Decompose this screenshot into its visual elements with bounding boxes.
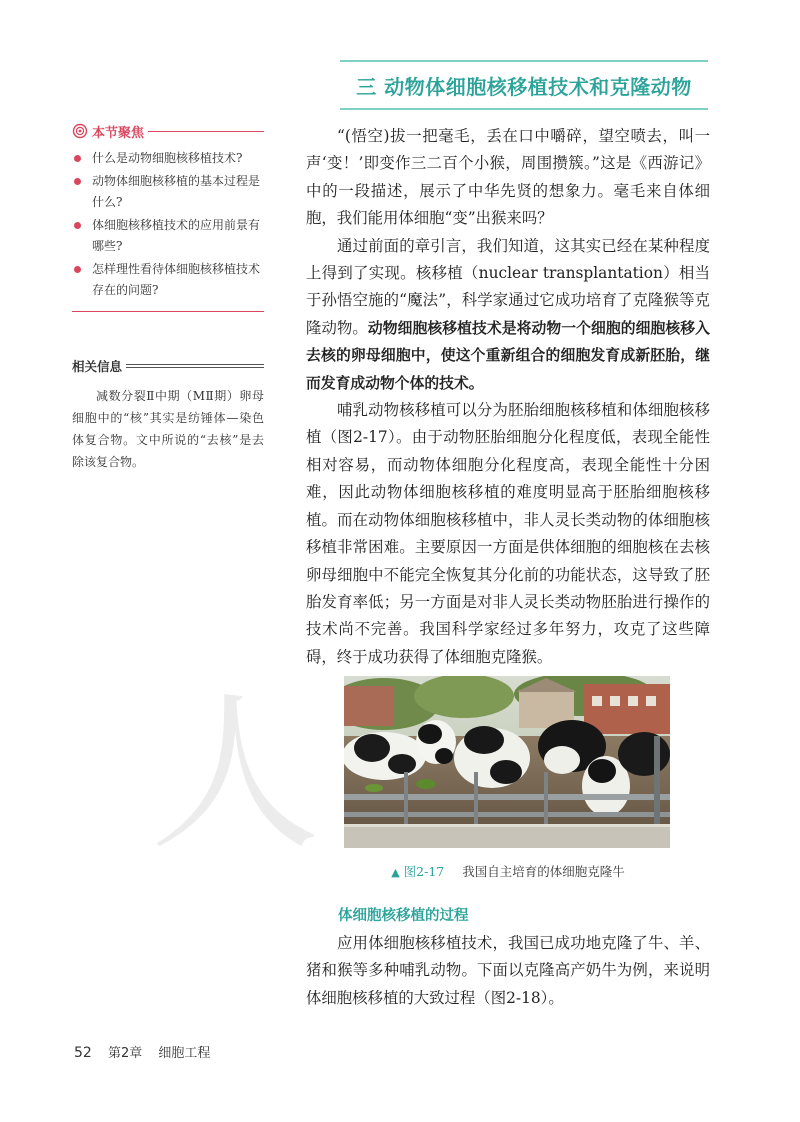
- focus-item: 体细胞核移植技术的应用前景有哪些?: [72, 215, 264, 257]
- main-body: [306, 123, 710, 671]
- subsection-title: 体细胞核移植的过程: [338, 908, 469, 924]
- title-rule-bottom: [340, 108, 708, 110]
- page-footer: [74, 1042, 210, 1061]
- chapter-title: 细胞工程: [158, 1046, 211, 1061]
- focus-item: 动物体细胞核移植的基本过程是什么?: [72, 171, 264, 213]
- subsection-body: [306, 930, 710, 1012]
- info-title: 相关信息: [72, 359, 123, 374]
- info-text: 减数分裂Ⅱ中期（MⅡ期）卵母细胞中的“核”其实是纺锤体—染色体复合物。文中所说的“去核”是去除该复合物。: [72, 389, 264, 469]
- bullet-icon: [74, 178, 81, 185]
- figure-caption: [306, 862, 710, 880]
- section-focus-box: [72, 122, 264, 312]
- section-header: [340, 60, 708, 110]
- chapter-label: 第2章: [107, 1046, 143, 1061]
- definition-bold: 动物细胞核移植技术是将动物一个细胞的细胞核移入去核的卵母细胞中，使这个重新组合的细胞发育成新胚胎，继而发育成动物个体的技术。: [306, 319, 710, 392]
- focus-list: [72, 148, 264, 301]
- figure-number: 图2-17: [403, 864, 445, 879]
- focus-header: [72, 122, 264, 140]
- focus-item: 什么是动物细胞核移植技术?: [72, 148, 264, 169]
- section-title: 三 动物体细胞核移植技术和克隆动物: [356, 75, 692, 99]
- triangle-icon: ▲: [391, 866, 400, 879]
- info-header: [72, 357, 264, 375]
- paragraph-types: 哺乳动物核移植可以分为胚胎细胞核移植和体细胞核移植（图2-17）。由于动物胚胎细胞分化程度低，表现全能性相对容易，而动物体细胞分化程度高，表现全能性十分困难，因此动物体细胞核移植的难度明显高于胚胎细胞核移植。而在动物体细胞核移植中，非人灵长类动物的体细胞核移植非常困难。主要原因一方面是供体细胞的细胞核在去核卵母细胞中不能完全恢复其分化前的功能状态，这导致了胚胎发育率低；另一方面是对非人灵长类动物胚胎进行操作的技术尚不完善。我国科学家经过多年努力，攻克了这些障碍，终于成功获得了体细胞克隆猴。: [306, 401, 710, 666]
- cloned-cattle-photo: [344, 676, 670, 848]
- focus-rule: [148, 131, 264, 132]
- cattle-photo-illustration: [344, 676, 670, 848]
- focus-title: 本节聚焦: [92, 125, 145, 141]
- paragraph-process: 应用体细胞核移植技术，我国已成功地克隆了牛、羊、猪和猴等多种哺乳动物。下面以克隆高产奶牛为例，来说明体细胞核移植的大致过程（图2-18）。: [306, 934, 710, 1007]
- focus-item: 怎样理性看待体细胞核移植技术存在的问题?: [72, 259, 264, 301]
- focus-bottom-rule: [72, 311, 264, 312]
- watermark-character: 人: [150, 676, 321, 874]
- figure-caption-text: 我国自主培育的体细胞克隆牛: [462, 864, 625, 879]
- bullet-icon: [74, 266, 81, 273]
- target-icon: [72, 123, 88, 139]
- bullet-icon: [74, 155, 81, 162]
- paragraph-intro: “(悟空)拔一把毫毛，丢在口中嚼碎，望空喷去，叫一声‘变！’即变作三二百个小猴，周围攒簇。”这是《西游记》中的一段描述，展示了中华先贤的想象力。毫毛来自体细胞，我们能用体细胞“变”出猴来吗？: [306, 127, 710, 228]
- bullet-icon: [74, 222, 81, 229]
- related-info-box: [72, 357, 264, 473]
- info-double-rule: [126, 362, 264, 370]
- paragraph-definition: 通过前面的章引言，我们知道，这其实已经在某种程度上得到了实现。核移植（nuclear transplantation）相当于孙悟空施的“魔法”，科学家通过它成功培育了克隆猴等克隆动物。动物细胞核移植技术是将动物一个细胞的细胞核移入去核的卵母细胞中，使这个重新组合的细胞发育成新胚胎，继而发育成动物个体的技术。: [306, 236, 710, 392]
- page-number: 52: [74, 1045, 92, 1061]
